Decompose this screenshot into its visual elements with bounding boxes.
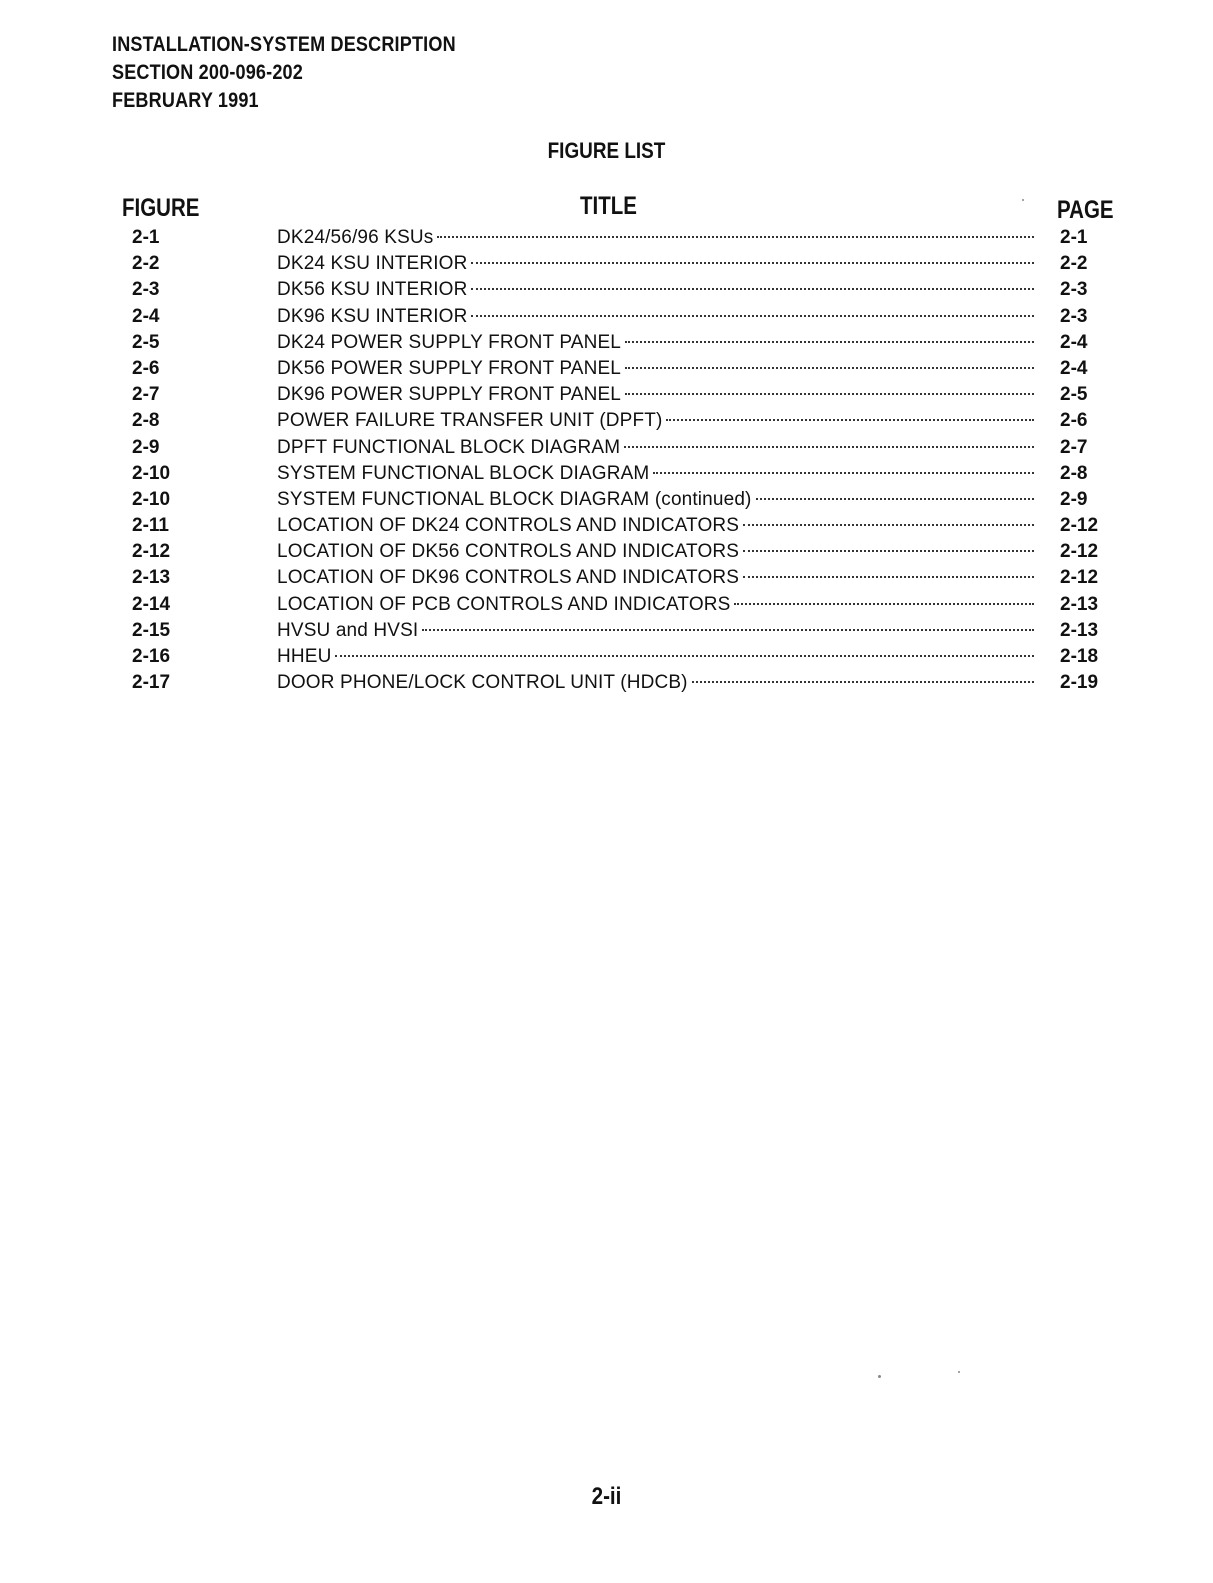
figure-page: 2-9 <box>1060 488 1088 510</box>
figure-number: 2-12 <box>132 541 171 563</box>
figure-title: DK56 KSU INTERIOR <box>277 279 468 301</box>
figure-list-row <box>0 435 1213 461</box>
dot-leader <box>625 341 1034 343</box>
figure-list-row <box>0 670 1213 696</box>
dot-leader <box>422 629 1034 631</box>
figure-list-row <box>0 382 1213 408</box>
figure-page: 2-7 <box>1060 436 1088 458</box>
figure-page: 2-1 <box>1060 227 1088 248</box>
dot-leader <box>471 288 1034 290</box>
figure-title: LOCATION OF DK24 CONTROLS AND INDICATORS <box>277 515 740 537</box>
dot-leader <box>625 367 1034 369</box>
figure-number: 2-11 <box>132 515 169 537</box>
figure-page: 2-4 <box>1060 331 1088 353</box>
figure-page: 2-5 <box>1060 384 1088 406</box>
figure-page: 2-13 <box>1060 593 1099 615</box>
figure-list-row <box>0 304 1213 330</box>
figure-number: 2-10 <box>132 462 171 484</box>
figure-list-row <box>0 513 1213 539</box>
dot-leader <box>734 603 1034 605</box>
figure-title: DPFT FUNCTIONAL BLOCK DIAGRAM <box>277 436 621 458</box>
figure-title: SYSTEM FUNCTIONAL BLOCK DIAGRAM (continued) <box>277 488 752 510</box>
figure-number: 2-14 <box>132 593 171 615</box>
scan-speck <box>958 1371 960 1373</box>
figure-title-cell <box>277 487 1034 513</box>
figure-title-cell <box>277 513 1034 539</box>
figure-list-row <box>0 356 1213 382</box>
page-number: 2-ii <box>591 1483 622 1510</box>
figure-title: LOCATION OF DK56 CONTROLS AND INDICATORS <box>277 541 740 563</box>
figure-page: 2-12 <box>1060 515 1099 537</box>
figure-title: DK96 KSU INTERIOR <box>277 305 468 327</box>
figure-title-cell <box>277 277 1034 303</box>
figure-list-row <box>0 565 1213 591</box>
scan-speck <box>878 1375 881 1378</box>
dot-leader <box>756 498 1034 500</box>
figure-number: 2-3 <box>132 279 160 301</box>
figure-list-row <box>0 539 1213 565</box>
figure-list-row <box>0 618 1213 644</box>
figure-number: 2-16 <box>132 646 171 667</box>
figure-number: 2-7 <box>132 384 160 406</box>
figure-page: 2-3 <box>1060 279 1088 301</box>
figure-number: 2-5 <box>132 331 160 353</box>
document-header <box>112 31 456 115</box>
figure-title-cell <box>277 435 1034 461</box>
figure-list <box>0 225 1213 696</box>
figure-title: LOCATION OF PCB CONTROLS AND INDICATORS <box>277 593 731 615</box>
column-header-title: TITLE <box>580 192 637 220</box>
figure-title-cell <box>277 330 1034 356</box>
figure-title-cell <box>277 539 1034 565</box>
figure-list-row <box>0 277 1213 303</box>
header-line-2: SECTION 200-096-202 <box>112 61 303 84</box>
figure-number: 2-2 <box>132 253 160 275</box>
figure-title-cell <box>277 382 1034 408</box>
dot-leader <box>624 446 1034 448</box>
scan-speck <box>1022 199 1024 201</box>
figure-title: DOOR PHONE/LOCK CONTROL UNIT (HDCB) <box>277 672 688 694</box>
dot-leader <box>437 236 1034 238</box>
figure-title: DK24/56/96 KSUs <box>277 227 434 248</box>
figure-number: 2-15 <box>132 619 171 641</box>
figure-list-row <box>0 251 1213 277</box>
figure-number: 2-10 <box>132 488 171 510</box>
figure-number: 2-8 <box>132 410 160 432</box>
figure-page: 2-18 <box>1060 646 1099 667</box>
figure-page: 2-6 <box>1060 410 1088 432</box>
figure-title-cell <box>277 408 1034 434</box>
figure-list-row <box>0 461 1213 487</box>
figure-title: HVSU and HVSI <box>277 619 419 641</box>
figure-list-title: FIGURE LIST <box>547 138 666 163</box>
dot-leader <box>666 419 1034 421</box>
dot-leader <box>653 472 1034 474</box>
figure-number: 2-9 <box>132 436 160 458</box>
dot-leader <box>743 576 1034 578</box>
figure-list-row <box>0 592 1213 618</box>
dot-leader <box>335 655 1034 657</box>
dot-leader <box>625 393 1034 395</box>
header-line-3: FEBRUARY 1991 <box>112 89 259 112</box>
figure-number: 2-1 <box>132 227 160 248</box>
figure-title: HHEU <box>277 646 332 667</box>
figure-title-cell <box>277 670 1034 696</box>
column-header-page: PAGE <box>1057 196 1114 224</box>
figure-number: 2-4 <box>132 305 160 327</box>
figure-title-cell <box>277 461 1034 487</box>
figure-page: 2-8 <box>1060 462 1088 484</box>
figure-number: 2-13 <box>132 567 171 589</box>
figure-title: DK24 POWER SUPPLY FRONT PANEL <box>277 331 621 353</box>
figure-number: 2-6 <box>132 357 160 379</box>
figure-title-cell <box>277 251 1034 277</box>
figure-title-cell <box>277 356 1034 382</box>
dot-leader <box>471 262 1034 264</box>
figure-list-row <box>0 644 1213 670</box>
figure-title: DK24 KSU INTERIOR <box>277 253 468 275</box>
column-header-figure: FIGURE <box>122 194 200 222</box>
figure-title-cell <box>277 304 1034 330</box>
figure-page: 2-13 <box>1060 619 1099 641</box>
dot-leader <box>743 550 1034 552</box>
figure-title: LOCATION OF DK96 CONTROLS AND INDICATORS <box>277 567 740 589</box>
figure-title-cell <box>277 644 1034 670</box>
figure-page: 2-4 <box>1060 357 1088 379</box>
figure-page: 2-3 <box>1060 305 1088 327</box>
figure-page: 2-19 <box>1060 672 1099 694</box>
figure-number: 2-17 <box>132 672 171 694</box>
figure-title-cell <box>277 592 1034 618</box>
figure-page: 2-12 <box>1060 567 1099 589</box>
figure-list-row <box>0 487 1213 513</box>
dot-leader <box>743 524 1034 526</box>
figure-title: SYSTEM FUNCTIONAL BLOCK DIAGRAM <box>277 462 650 484</box>
dot-leader <box>471 315 1034 317</box>
figure-title-cell <box>277 565 1034 591</box>
figure-list-row <box>0 330 1213 356</box>
dot-leader <box>692 681 1034 683</box>
figure-title-cell <box>277 618 1034 644</box>
figure-page: 2-12 <box>1060 541 1099 563</box>
figure-list-row <box>0 225 1213 251</box>
figure-list-row <box>0 408 1213 434</box>
figure-title: DK96 POWER SUPPLY FRONT PANEL <box>277 384 621 406</box>
figure-title: POWER FAILURE TRANSFER UNIT (DPFT) <box>277 410 663 432</box>
header-line-1: INSTALLATION-SYSTEM DESCRIPTION <box>112 33 456 56</box>
figure-title-cell <box>277 225 1034 251</box>
figure-page: 2-2 <box>1060 253 1088 275</box>
figure-title: DK56 POWER SUPPLY FRONT PANEL <box>277 357 621 379</box>
